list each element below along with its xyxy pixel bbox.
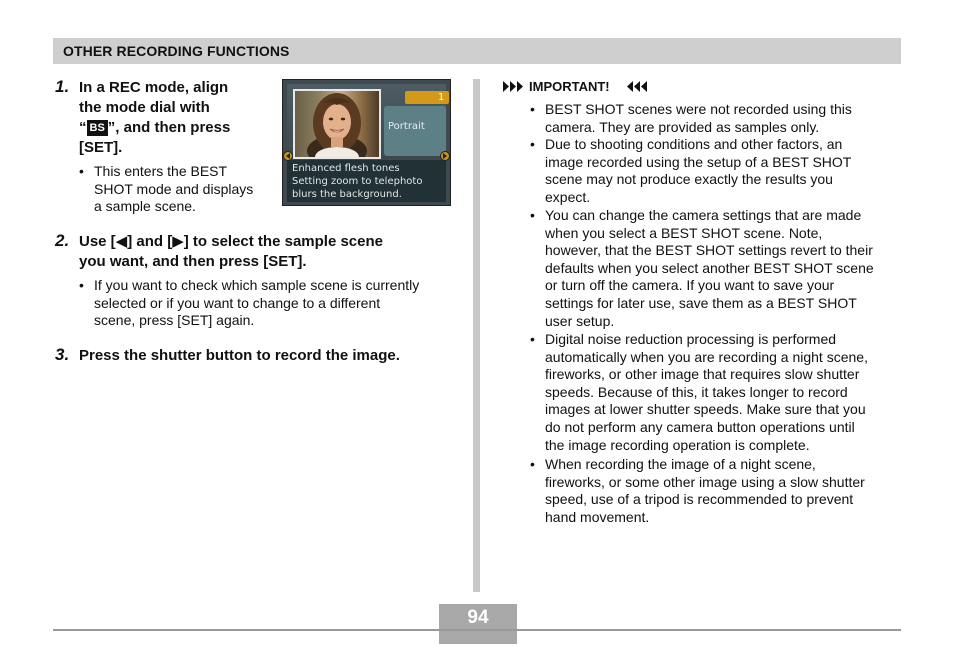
step-2-line-1: Use [◀] and [▶] to select the sample scene: [79, 233, 383, 250]
sample-portrait-image: [293, 89, 381, 159]
step-3-number: 3.: [55, 345, 70, 364]
important-right-icon: [627, 81, 649, 92]
important-bullet-5: [530, 456, 902, 528]
bullet-line: expect.: [545, 188, 591, 205]
column-divider: [473, 79, 480, 592]
description-line: blurs the background.: [292, 189, 402, 200]
bullet-line: when you select a BEST SHOT scene. Note,: [545, 224, 823, 241]
step-1-text: [79, 78, 279, 158]
step-1-line-1: In a REC mode, align: [79, 79, 229, 96]
important-bullet-1-text: [545, 101, 852, 136]
important-bullet-4-text: [545, 331, 868, 454]
description-line: Enhanced flesh tones: [292, 163, 400, 174]
page-number: 94: [467, 607, 489, 628]
step-1-line-2: the mode dial with: [79, 99, 210, 116]
bullet-line: selected or if you want to change to a different: [94, 294, 381, 311]
step-1-bullet-text: [94, 163, 253, 216]
bullet-line: Due to shooting conditions and other factors, an: [545, 136, 843, 152]
best-shot-icon: BS: [87, 120, 108, 136]
camera-lcd-screen: [282, 79, 451, 206]
important-bullet-5-text: [545, 456, 865, 526]
left-arrow-icon: [283, 151, 293, 161]
bullet-line: scene, press [SET] again.: [94, 312, 255, 329]
bullet-line: however, that the BEST SHOT settings revert to their: [545, 242, 873, 259]
description-line: Setting zoom to telephoto: [292, 176, 423, 187]
important-bullet-3: [530, 207, 902, 332]
bullet-dot: •: [530, 331, 535, 347]
step-3-line-1: Press the shutter button to record the image.: [79, 347, 400, 364]
section-title: OTHER RECORDING FUNCTIONS: [63, 43, 290, 59]
step-1-line-4: [SET].: [79, 139, 123, 156]
step-1-number: 1.: [55, 77, 70, 96]
bullet-line: or turn off the camera. If you want to save your: [545, 277, 835, 294]
scene-number-badge: 1: [405, 91, 449, 104]
bullet-line: image recorded using the setup of a BEST SHOT: [545, 153, 852, 170]
step-2-line-2: you want, and then press [SET].: [79, 253, 307, 270]
bullet-dot: •: [530, 136, 535, 152]
page-number-box-lower: [439, 631, 517, 644]
step-2-bullet: [79, 277, 459, 331]
bullet-line: images at lower shutter speeds. Make sure that you: [545, 401, 866, 418]
bullet-dot: •: [530, 101, 535, 117]
step-1-line-3: [79, 118, 279, 138]
bullet-line: Digital noise reduction processing is performed: [545, 331, 837, 347]
bullet-line: defaults when you select another BEST SHOT scene: [545, 259, 874, 276]
bullet-line: You can change the camera settings that are made: [545, 207, 862, 223]
scene-preview-area: [287, 84, 446, 159]
scene-description-box: [287, 160, 446, 202]
bullet-line: speed, use of a tripod is recommended to prevent: [545, 491, 854, 508]
bullet-line: camera. They are provided as samples only.: [545, 118, 820, 135]
bullet-line: SHOT mode and displays: [94, 180, 254, 197]
step-3-text: [79, 346, 459, 366]
bullet-line: settings for later use, save them as a BEST SHOT: [545, 294, 857, 311]
bullet-line: If you want to check which sample scene is currently: [94, 277, 420, 293]
bullet-line: fireworks, or some other image using a slow shutter: [545, 473, 865, 490]
bullet-dot: •: [79, 277, 84, 293]
important-bullet-1: [530, 101, 902, 137]
bullet-dot: •: [79, 163, 84, 179]
bullet-line: When recording the image of a night scene,: [545, 456, 816, 472]
important-left-icon: [503, 81, 525, 92]
bullet-line: speeds. Because of this, it takes longer to record: [545, 383, 848, 400]
important-label: IMPORTANT!: [529, 79, 610, 94]
right-arrow-icon: [440, 151, 450, 161]
open-quote: “: [79, 119, 87, 136]
step-2-text: [79, 232, 459, 272]
page-number-box: [439, 604, 517, 630]
bullet-line: the image recording operation is complete.: [545, 436, 810, 453]
bullet-dot: •: [530, 207, 535, 223]
bullet-line: fireworks, or other image that requires slow shutter: [545, 366, 860, 383]
step-1-bullet: [79, 163, 274, 217]
important-bullet-4: [530, 331, 902, 456]
scene-name: Portrait: [388, 121, 425, 132]
bullet-line: automatically when you are recording a night scene,: [545, 348, 868, 365]
important-bullet-2: [530, 136, 902, 208]
bullet-line: user setup.: [545, 312, 615, 329]
section-header: [53, 38, 901, 64]
scene-name-panel: [384, 106, 446, 156]
step-2-number: 2.: [55, 231, 70, 250]
bullet-line: This enters the BEST: [94, 163, 228, 179]
bullet-line: BEST SHOT scenes were not recorded using this: [545, 101, 852, 117]
bullet-line: do not perform any camera button operations until: [545, 418, 855, 435]
step-2-bullet-text: [94, 277, 419, 330]
important-bullet-3-text: [545, 207, 874, 330]
important-bullet-2-text: [545, 136, 851, 206]
bullet-dot: •: [530, 456, 535, 472]
bullet-line: scene may not produce exactly the results you: [545, 171, 833, 188]
step-1-line-3-rest: ”, and then press: [107, 119, 231, 136]
bullet-line: hand movement.: [545, 508, 650, 525]
bullet-line: a sample scene.: [94, 198, 196, 215]
